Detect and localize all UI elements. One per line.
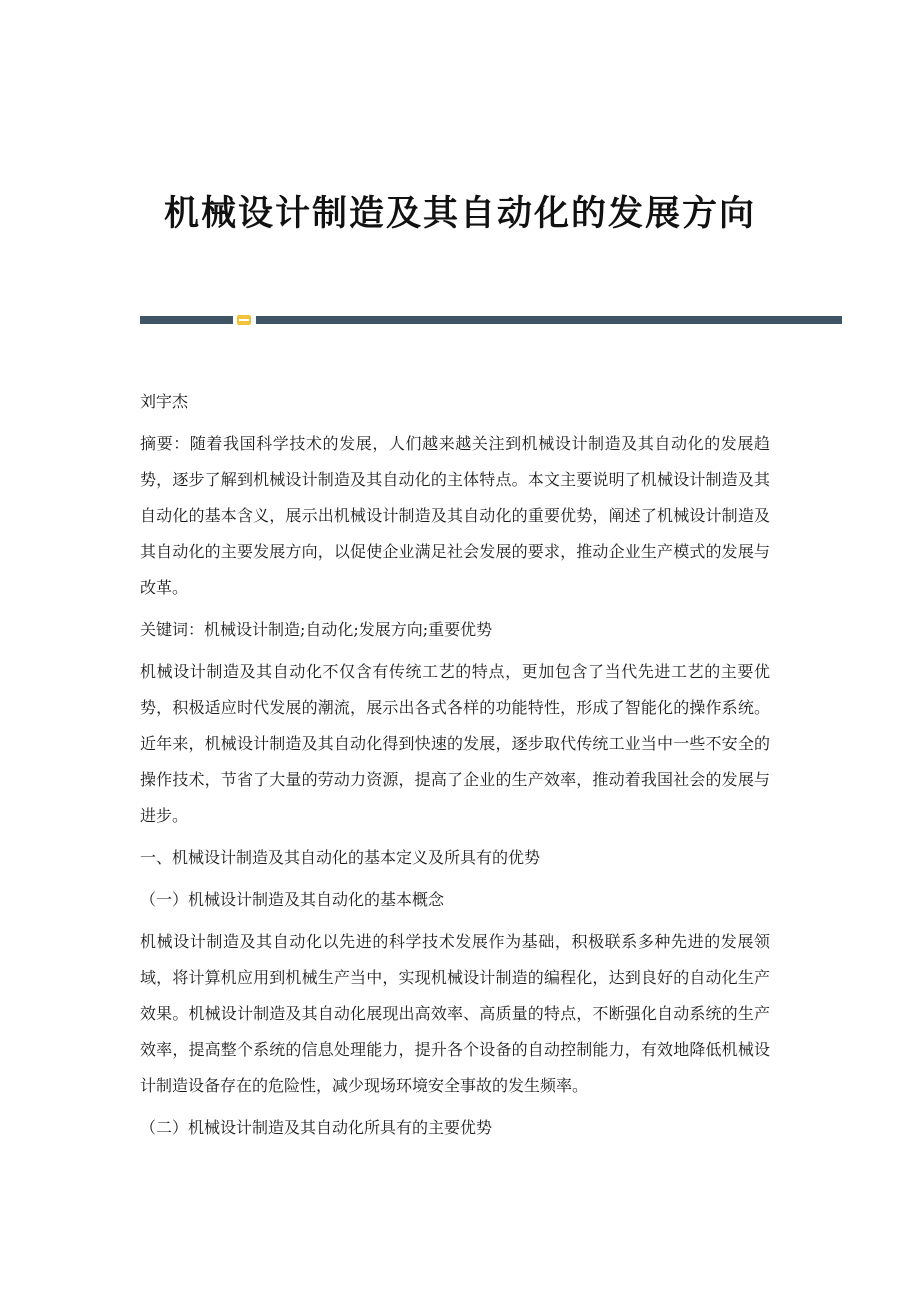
intro-paragraph: 机械设计制造及其自动化不仅含有传统工艺的特点，更加包含了当代先进工艺的主要优势，积极适应时代发展的潮流，展示出各式各样的功能特性，形成了智能化的操作系统。近年来，机械设计制造及其自动化得到快速的发展，逐步取代传统工业当中一些不安全的操作技术，节省了大量的劳动力资源，提高了企业的生产效率，推动着我国社会的发展与进步。	[140, 662, 770, 825]
subsection-heading-2: （二）机械设计制造及其自动化所具有的主要优势	[140, 1118, 493, 1137]
keywords: 关键词：机械设计制造;自动化;发展方向;重要优势	[140, 620, 493, 639]
paper-body	[140, 384, 770, 1152]
divider-right-bar	[256, 316, 842, 324]
subsection-1-paragraph: 机械设计制造及其自动化以先进的科学技术发展作为基础，积极联系多种先进的发展领域，将计算机应用到机械生产当中，实现机械设计制造的编程化，达到良好的自动化生产效果。机械设计制造及其自动化展现出高效率、高质量的特点，不断强化自动系统的生产效率，提高整个系统的信息处理能力，提升各个设备的自动控制能力，有效地降低机械设计制造设备存在的危险性，减少现场环境安全事故的发生频率。	[140, 932, 770, 1095]
abstract: 摘要：随着我国科学技术的发展，人们越来越关注到机械设计制造及其自动化的发展趋势，逐步了解到机械设计制造及其自动化的主体特点。本文主要说明了机械设计制造及其自动化的基本含义，展示出机械设计制造及其自动化的重要优势，阐述了机械设计制造及其自动化的主要发展方向，以促使企业满足社会发展的要求，推动企业生产模式的发展与改革。	[140, 434, 770, 597]
author-name: 刘宇杰	[140, 392, 189, 411]
divider-left-bar	[140, 316, 233, 324]
title-divider	[140, 315, 842, 325]
section-heading-1: 一、机械设计制造及其自动化的基本定义及所具有的优势	[140, 848, 541, 867]
envelope-icon	[237, 315, 251, 325]
paper-title: 机械设计制造及其自动化的发展方向	[163, 193, 756, 234]
subsection-heading-1: （一）机械设计制造及其自动化的基本概念	[140, 890, 445, 909]
